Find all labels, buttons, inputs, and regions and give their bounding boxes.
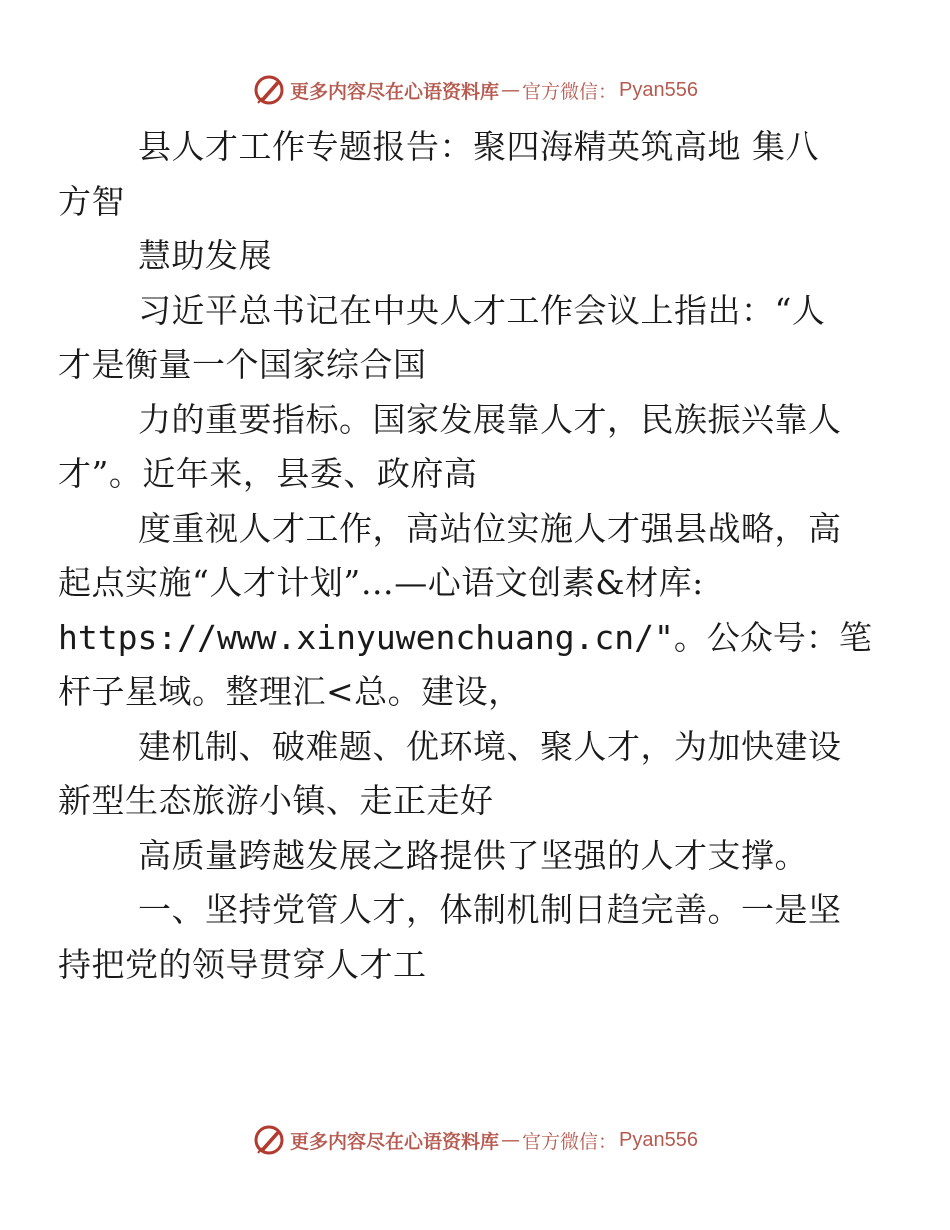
text-line: 慧助发展 bbox=[138, 236, 272, 275]
text-line: 力的重要指标。国家发展靠人才，民族振兴靠人 bbox=[138, 399, 842, 439]
paragraph bbox=[98, 229, 856, 284]
watermark-brand: 更多内容尽在心语资料库 bbox=[290, 1130, 500, 1153]
text-line: 才”。近年来，县委、政府高 bbox=[58, 454, 478, 493]
header-watermark bbox=[0, 70, 950, 110]
text-line: 起点实施“人才计划”…—心语文创素&材库: bbox=[58, 563, 704, 602]
paragraph bbox=[58, 284, 856, 393]
text-line: 才是衡量一个国家综合国 bbox=[58, 345, 427, 384]
text-line: 一、坚持党管人才，体制机制日趋完善。一是坚 bbox=[138, 890, 842, 929]
watermark-separator: — bbox=[501, 1129, 521, 1151]
text-line: 度重视人才工作，高站位实施人才强县战略，高 bbox=[138, 508, 842, 548]
text-line: 持把党的领导贯穿人才工 bbox=[58, 944, 427, 984]
url-text-line: https://www.xinyuwenchuang.cn/"。公众号：笔 bbox=[58, 617, 872, 657]
watermark-official-label: 官方微信： bbox=[522, 1130, 618, 1153]
paragraph bbox=[58, 502, 872, 720]
text-line: 高质量跨越发展之路提供了坚强的人才支撑。 bbox=[138, 835, 808, 875]
document-title bbox=[58, 120, 856, 229]
document-body bbox=[58, 120, 872, 992]
watermark-official-label: 官方微信： bbox=[522, 80, 618, 103]
watermark-wechat-id: Pyan556 bbox=[619, 78, 698, 101]
paragraph bbox=[58, 883, 856, 992]
text-line: 方智 bbox=[58, 181, 125, 221]
text-line: 新型生态旅游小镇、走正走好 bbox=[58, 781, 494, 820]
footer-watermark bbox=[0, 1120, 950, 1160]
text-line: 杆子星域。整理汇<总。建设， bbox=[58, 672, 522, 711]
text-line: 县人才工作专题报告：聚四海精英筑高地 集八 bbox=[138, 127, 819, 166]
watermark-separator: — bbox=[501, 79, 521, 101]
text-line: 习近平总书记在中央人才工作会议上指出：“人 bbox=[138, 290, 826, 330]
watermark-wechat-id: Pyan556 bbox=[619, 1128, 698, 1151]
paragraph bbox=[58, 720, 856, 829]
quill-logo-icon bbox=[252, 73, 286, 107]
text-line: 建机制、破难题、优环境、聚人才，为加快建设 bbox=[138, 726, 842, 766]
watermark-brand: 更多内容尽在心语资料库 bbox=[290, 80, 500, 103]
paragraph bbox=[58, 393, 856, 502]
paragraph bbox=[98, 829, 856, 884]
quill-logo-icon bbox=[252, 1123, 286, 1157]
